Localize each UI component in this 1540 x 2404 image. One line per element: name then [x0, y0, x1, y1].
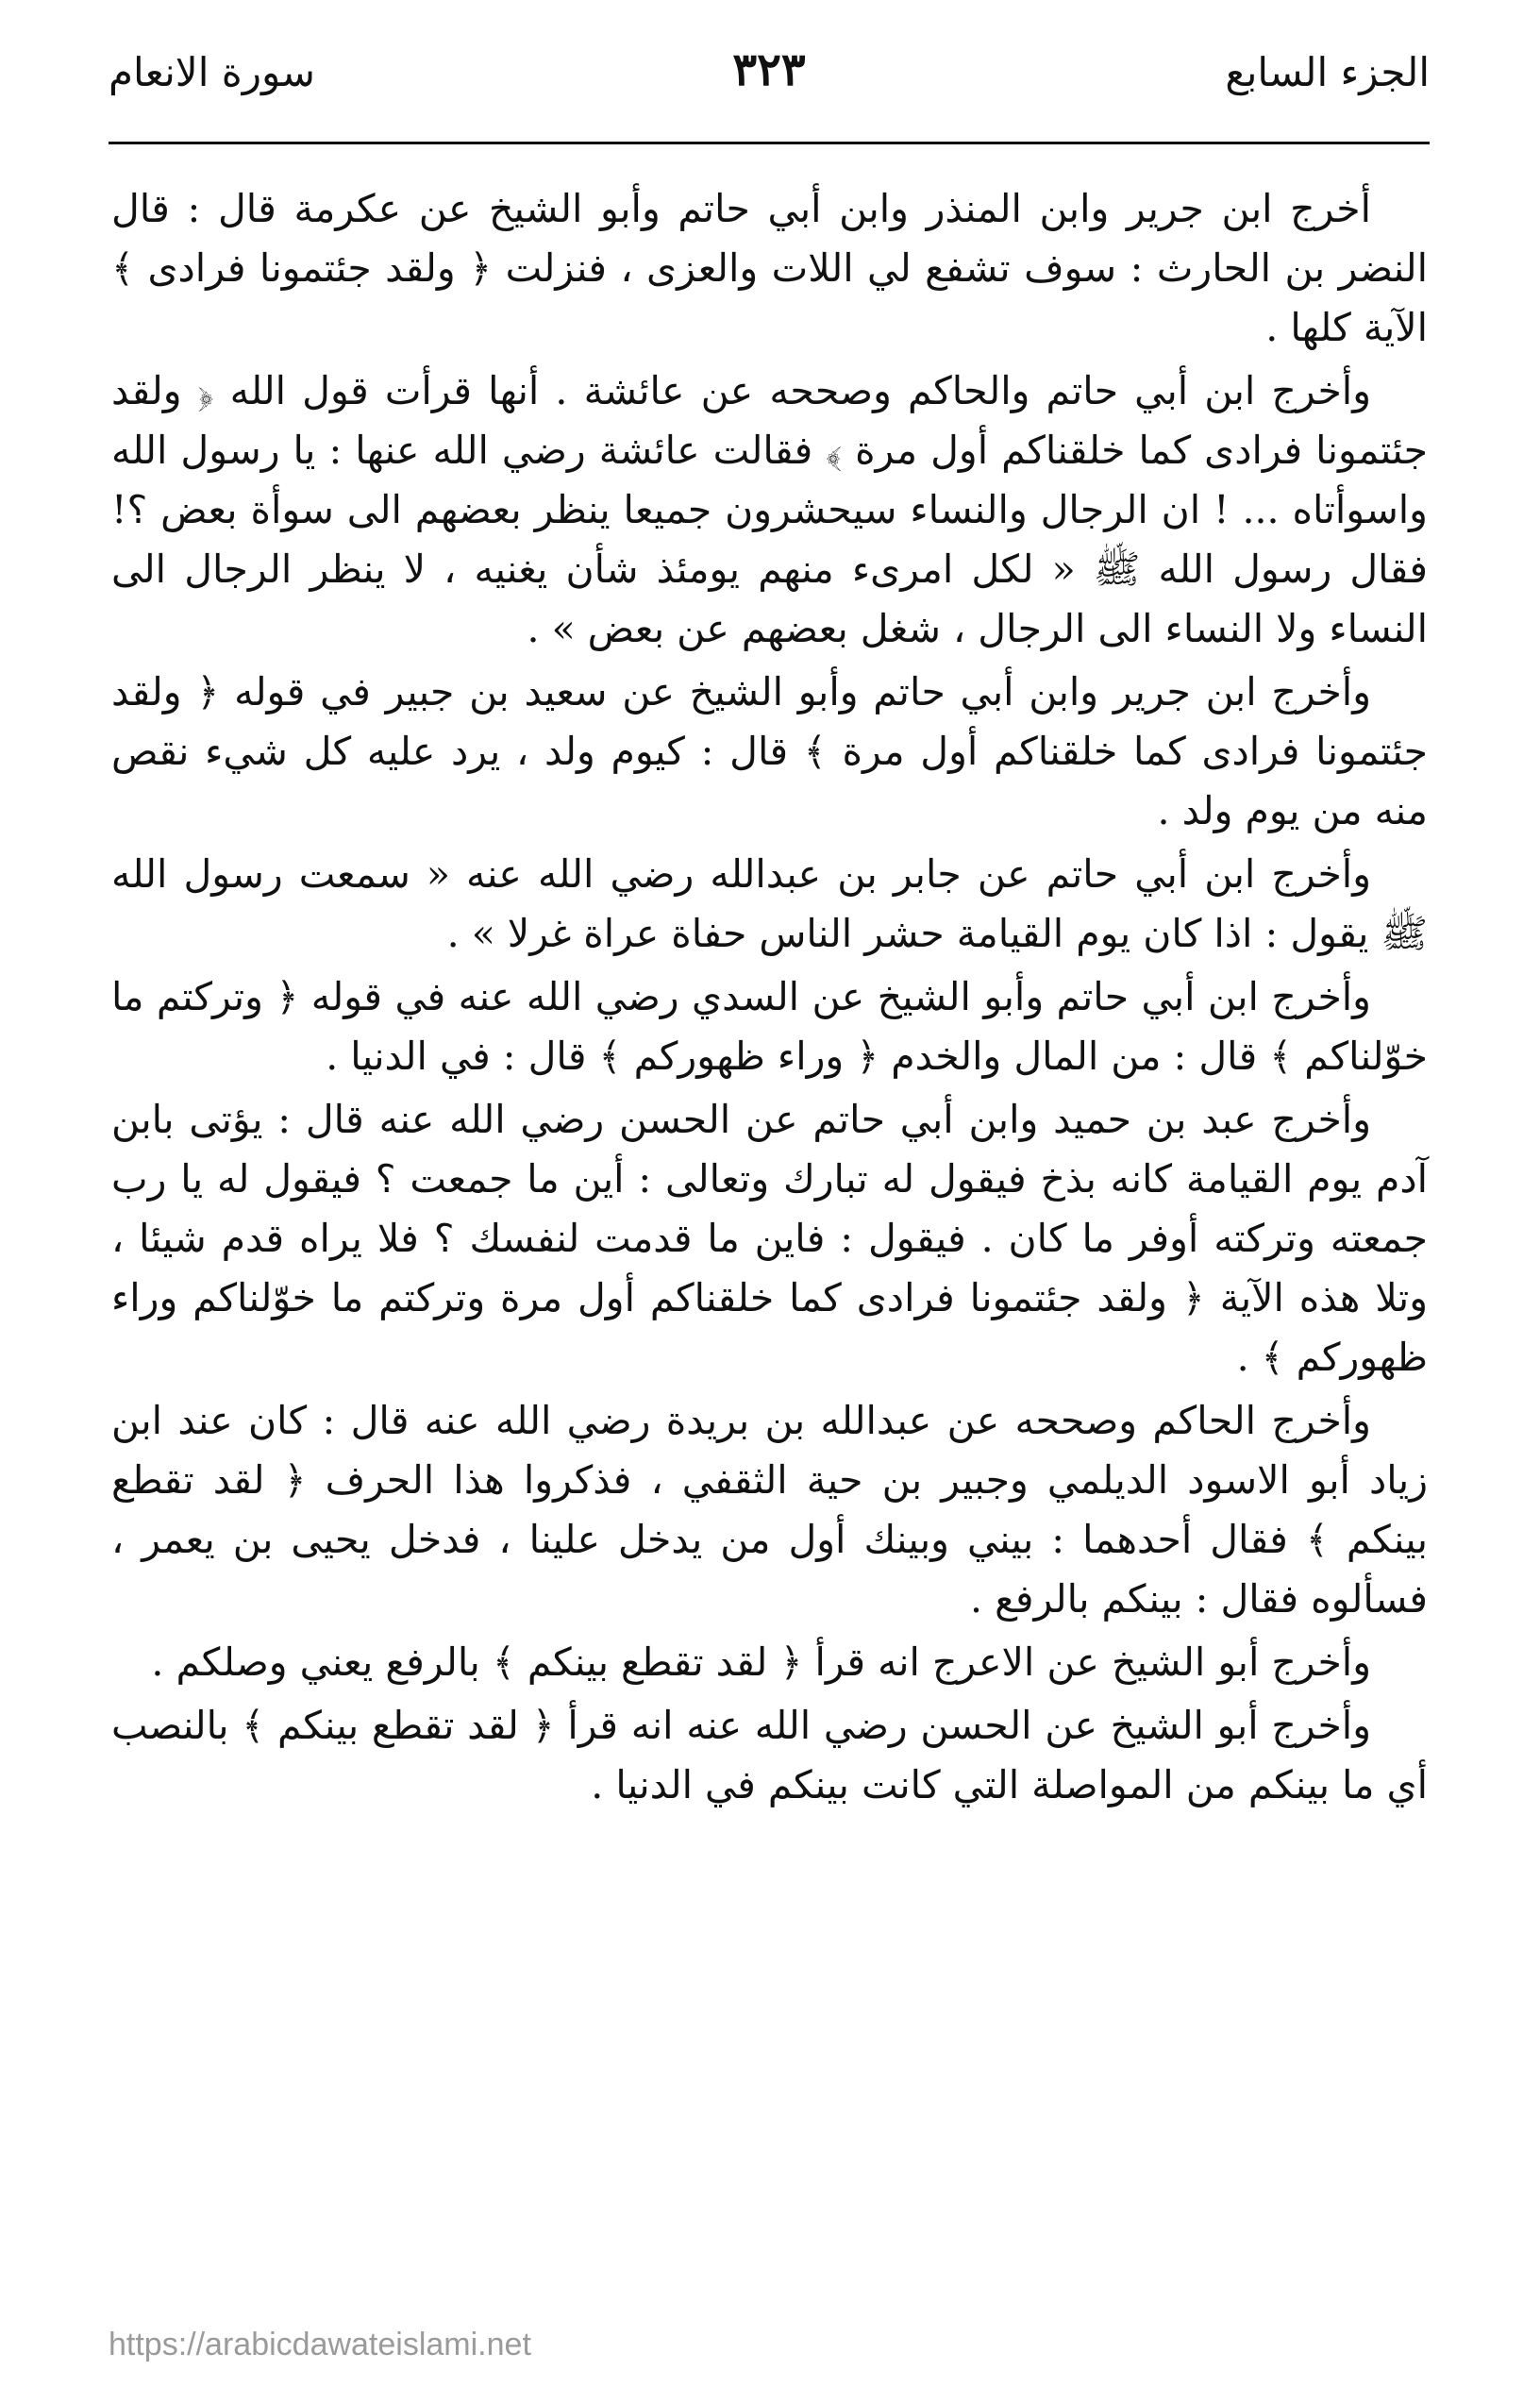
paragraph: وأخرج ابن أبي حاتم وأبو الشيخ عن السدي رضي الله عنه في قوله ﴿ وتركتم ما خوّلناكم ﴾ قال : من المال والخدم ﴿ وراء ظهوركم ﴾ قال : في الدنيا .	[111, 974, 1428, 1079]
watermark-url: https://arabicdawateislami.net	[109, 2327, 531, 2362]
paragraph: وأخرج الحاكم وصححه عن عبدالله بن بريدة رضي الله عنه قال : كان عند ابن زياد أبو الاسود الديلمي وجبير بن حية الثقفي ، فذكروا هذا الحرف ﴿ لقد تقطع بينكم ﴾ فقال أحدهما : بيني وبينك أول من يدخل علينا ، فدخل يحيى بن يعمر ، فسألوه فقال : بينكم بالرفع .	[111, 1398, 1428, 1622]
surah-title: سورة الانعام	[109, 49, 315, 95]
part-title: الجزء السابع	[1225, 49, 1430, 95]
paragraph: أخرج ابن جرير وابن المنذر وابن أبي حاتم وأبو الشيخ عن عكرمة قال : قال النضر بن الحارث : سوف تشفع لي اللات والعزى ، فنزلت ﴿ ولقد جئتمونا فرادى ﴾ الآية كلها .	[111, 186, 1428, 350]
page-number: ٣٢٣	[732, 43, 806, 96]
page-header	[109, 38, 1430, 123]
paragraph: وأخرج عبد بن حميد وابن أبي حاتم عن الحسن رضي الله عنه قال : يؤتى بابن آدم يوم القيامة كانه بذخ فيقول له تبارك وتعالى : أين ما جمعت ؟ فيقول له يا رب جمعته وتركته أوفر ما كان . فيقول : فاين ما قدمت لنفسك ؟ فلا يراه قدم شيئا ، وتلا هذه الآية ﴿ ولقد جئتمونا فرادى كما خلقناكم أول مرة وتركتم ما خوّلناكم وراء ظهوركم ﴾ .	[111, 1097, 1428, 1380]
header-divider	[109, 142, 1430, 144]
page-body	[111, 179, 1428, 1819]
paragraph: وأخرج أبو الشيخ عن الاعرج انه قرأ ﴿ لقد تقطع بينكم ﴾ بالرفع يعني وصلكم .	[151, 1639, 1371, 1685]
paragraph: وأخرج ابن أبي حاتم عن جابر بن عبدالله رضي الله عنه « سمعت رسول الله ﷺ يقول : اذا كان يوم القيامة حشر الناس حفاة عراة غرلا » .	[111, 851, 1428, 956]
paragraph: وأخرج ابن جرير وابن أبي حاتم وأبو الشيخ عن سعيد بن جبير في قوله ﴿ ولقد جئتمونا فرادى كما خلقناكم أول مرة ﴾ قال : كيوم ولد ، يرد عليه كل شيء نقص منه من يوم ولد .	[111, 669, 1428, 833]
paragraph: وأخرج أبو الشيخ عن الحسن رضي الله عنه انه قرأ ﴿ لقد تقطع بينكم ﴾ بالنصب أي ما بينكم من المواصلة التي كانت بينكم في الدنيا .	[111, 1703, 1428, 1807]
paragraph: وأخرج ابن أبي حاتم والحاكم وصححه عن عائشة . أنها قرأت قول الله ﴿ ولقد جئتمونا فرادى كما خلقناكم أول مرة ﴾ فقالت عائشة رضي الله عنها : يا رسول الله واسوأتاه ... ! ان الرجال والنساء سيحشرون جميعا ينظر بعضهم الى سوأة بعض ؟! فقال رسول الله ﷺ « لكل امرىء منهم يومئذ شأن يغنيه ، لا ينظر الرجال الى النساء ولا النساء الى الرجال ، شغل بعضهم عن بعض » .	[111, 368, 1428, 651]
